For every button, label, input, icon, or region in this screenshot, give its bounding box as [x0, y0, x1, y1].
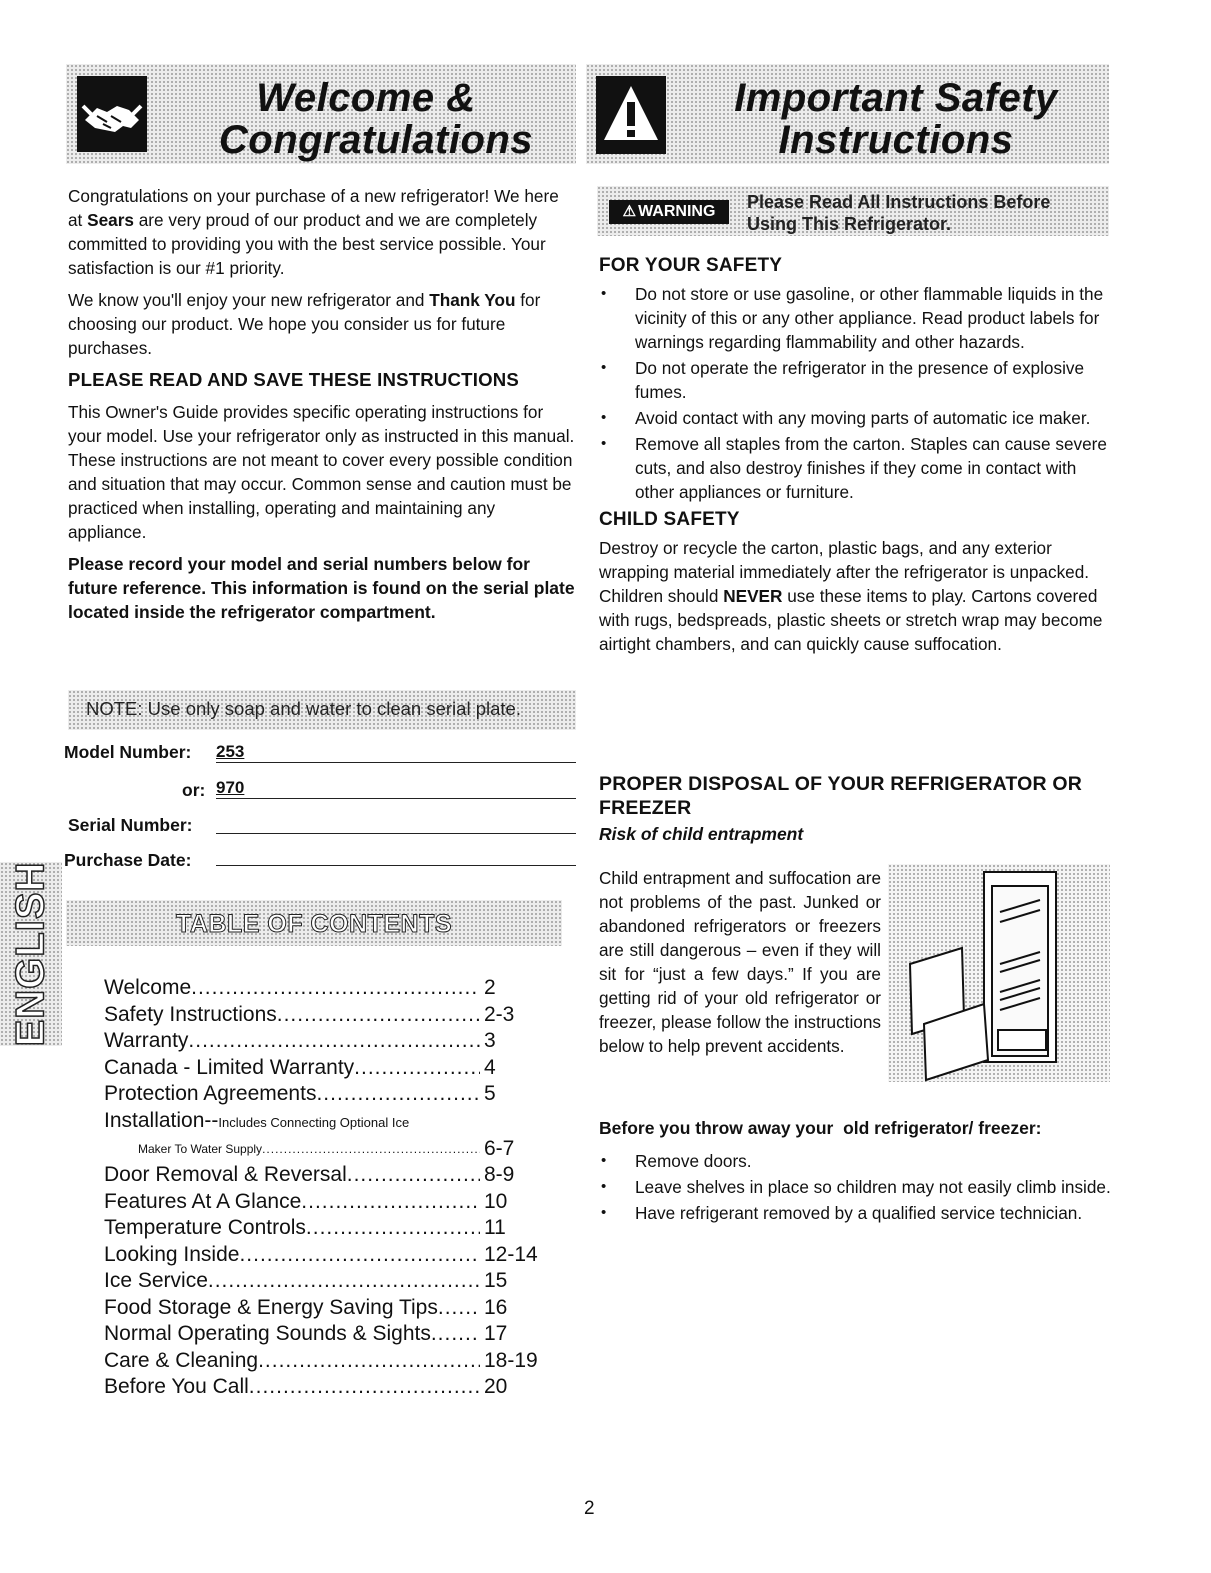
- disposal-subheading: Risk of child entrapment: [599, 824, 804, 844]
- model-number-value: 253: [216, 742, 245, 761]
- toc-item[interactable]: [104, 1295, 544, 1322]
- toc-dots: [347, 1162, 480, 1189]
- model-number-label: Model Number:: [64, 742, 192, 762]
- toc-item-label: Ice Service: [104, 1269, 208, 1292]
- toc-item[interactable]: [104, 1162, 544, 1189]
- warning-badge: [609, 200, 729, 224]
- toc-item[interactable]: [104, 1348, 544, 1375]
- or-label: or:: [182, 780, 206, 800]
- toc-item-installation-cont[interactable]: [104, 1136, 544, 1162]
- toc-item-page: 5: [484, 1082, 496, 1105]
- toc-item[interactable]: [104, 1081, 544, 1108]
- toc-item-label: Food Storage & Energy Saving Tips: [104, 1295, 438, 1319]
- child-safety-text: Destroy or recycle the carton, plastic bags, and any exterior wrapping material immediately after the refrigerator is unpacked. Children should: [599, 538, 1090, 606]
- bullet-item: • Have refrigerant removed by a qualified service technician.: [599, 1201, 1111, 1225]
- toc-dots: [438, 1295, 480, 1322]
- handshake-icon: [77, 76, 147, 152]
- note-bar: [68, 690, 576, 730]
- child-safety-body: [599, 536, 1111, 656]
- toc-dots: [239, 1242, 480, 1269]
- sears-bold: Sears: [87, 210, 134, 230]
- or-line: [216, 778, 576, 799]
- or-value: 970: [216, 778, 245, 797]
- toc-item-page: 2: [484, 976, 496, 999]
- toc-item-page: 2-3: [484, 1002, 515, 1026]
- toc-item-page: 16: [484, 1295, 508, 1319]
- toc-item-label: Care & Cleaning: [104, 1348, 259, 1372]
- toc-item-page: 8-9: [484, 1163, 515, 1186]
- toc-item[interactable]: [104, 1268, 544, 1295]
- disposal-heading: PROPER DISPOSAL OF YOUR REFRIGERATOR OR FREEZER: [599, 773, 1083, 819]
- record-instruction: Please record your model and serial numbers below for future reference. This information is found on the serial plate located inside the refrigerator compartment.: [68, 554, 575, 622]
- toc-item-label: Features At A Glance: [104, 1189, 302, 1213]
- thanks-paragraph: [68, 288, 576, 360]
- toc-item[interactable]: [104, 1189, 544, 1216]
- bullet-item: • Do not operate the refrigerator in the presence of explosive fumes.: [599, 356, 1111, 404]
- right-column: [599, 254, 1111, 656]
- serial-number-label: Serial Number:: [68, 815, 193, 835]
- refrigerator-illustration: [888, 864, 1110, 1082]
- welcome-banner: [66, 64, 576, 164]
- toc-heading: TABLE OF CONTENTS: [175, 910, 453, 938]
- page-number: 2: [584, 1498, 595, 1519]
- toc-list: [104, 975, 544, 1401]
- bullet-item: • Do not store or use gasoline, or other flammable liquids in the vicinity of this or any other appliance. Read product labels for warnings regarding flammability and other hazards.: [599, 282, 1111, 354]
- toc-item[interactable]: [104, 1242, 544, 1269]
- toc-item-label: Temperature Controls: [104, 1216, 306, 1239]
- read-save-body: This Owner's Guide provides specific operating instructions for your model. Use your refrigerator only as instructed in this manual. These instructions are not meant to cover every possible condition and situation that may occur. Common sense and caution must be practiced when installing, operating and maintaining any appliance.: [68, 402, 575, 542]
- bullet-item: • Remove all staples from the carton. Staples can cause severe cuts, and also destroy finishes if they come in contact with other appliances or furniture.: [599, 432, 1111, 504]
- purchase-date-line: [216, 845, 576, 866]
- toc-dots: [277, 1002, 480, 1029]
- thanks-text-2: for choosing our product. We hope you consider us for future purchases.: [68, 290, 541, 358]
- toc-dots: [249, 1374, 480, 1401]
- welcome-title-line1: Welcome &: [256, 76, 476, 120]
- toc-item-label: Canada - Limited Warranty: [104, 1055, 355, 1079]
- thank-you-bold: Thank You: [429, 290, 516, 310]
- disposal-body: Child entrapment and suffocation are not problems of the past. Junked or abandoned refrigerators or freezers are still dangerous – even if they will sit for “just a few days.” If you are getting rid of your old refrigerator or freezer, please follow the instructions below to help prevent accidents.: [599, 868, 881, 1056]
- model-number-line: [216, 742, 576, 763]
- left-column: [68, 184, 576, 624]
- toc-install-c: Maker To Water Supply: [138, 1142, 263, 1156]
- english-side-tab: [0, 862, 62, 1046]
- toc-dots: [191, 975, 480, 1002]
- toc-item-label: Normal Operating Sounds & Sights: [104, 1322, 431, 1345]
- toc-dots: [208, 1268, 480, 1295]
- serial-number-line: [216, 813, 576, 834]
- toc-header-bar: [66, 900, 562, 946]
- toc-item[interactable]: [104, 1215, 544, 1242]
- toc-install-label: [104, 1108, 409, 1137]
- toc-dots: [431, 1321, 480, 1348]
- bullet-item: • Remove doors.: [599, 1149, 1111, 1173]
- bullet-item: • Leave shelves in place so children may not easily climb inside.: [599, 1175, 1111, 1199]
- toc-item[interactable]: [104, 1055, 544, 1082]
- toc-item-page: 10: [484, 1189, 508, 1213]
- warning-badge-text: WARNING: [638, 203, 716, 220]
- toc-dots: [188, 1028, 480, 1055]
- toc-item-label: Welcome: [104, 976, 192, 999]
- toc-item-label: Door Removal & Reversal: [104, 1163, 347, 1186]
- child-safety-text-2: use these items to play. Cartons covered with rugs, bedspreads, plastic sheets or stretch wrap may become airtight chambers, and can quickly cause suffocation.: [599, 586, 1103, 654]
- toc-item-page: 3: [484, 1029, 496, 1052]
- english-tab-label: ENGLISH: [8, 861, 53, 1047]
- toc-item-page: 18-19: [484, 1348, 538, 1372]
- intro-text-2: are very proud of our product and we are completely committed to providing you with the best service possible. Your satisfaction is our #1 priority.: [68, 210, 546, 278]
- toc-item-page: 20: [484, 1375, 508, 1398]
- thanks-text: We know you'll enjoy your new refrigerator and: [68, 290, 430, 310]
- warning-badge-icon: ⚠: [622, 203, 637, 220]
- toc-dots: [258, 1348, 480, 1375]
- toc-dots: [306, 1215, 480, 1242]
- your-safety-heading: FOR YOUR SAFETY: [599, 255, 783, 276]
- disposal-bullets-wrap: [599, 1149, 1111, 1227]
- toc-install-a: Installation--: [104, 1108, 219, 1132]
- toc-item-label: Safety Instructions: [104, 1002, 277, 1026]
- toc-item-page: 11: [484, 1216, 506, 1239]
- child-safety-heading: CHILD SAFETY: [599, 509, 740, 530]
- disposal-bullet-list: [599, 1149, 1111, 1225]
- warning-triangle-icon: [596, 76, 666, 154]
- purchase-date-label: Purchase Date:: [64, 850, 192, 870]
- toc-dots: [262, 1136, 480, 1162]
- disposal-section: [599, 772, 1111, 852]
- toc-dots: [301, 1189, 480, 1216]
- safety-bullet-list: [599, 282, 1111, 504]
- toc-item-label: Before You Call: [104, 1375, 249, 1398]
- intro-text: Congratulations on your purchase of a new refrigerator! We here at: [68, 186, 559, 230]
- toc-item-installation[interactable]: [104, 1108, 544, 1137]
- before-throw-away: Before you throw away your old refrigerator/ freezer:: [599, 1118, 1042, 1138]
- toc-item[interactable]: [104, 1374, 544, 1401]
- toc-item[interactable]: [104, 1028, 544, 1055]
- warning-line1: Please Read All Instructions Before: [747, 192, 1051, 212]
- note-text: NOTE: Use only soap and water to clean serial plate.: [86, 698, 521, 719]
- toc-item[interactable]: [104, 1002, 544, 1029]
- warning-line2: Using This Refrigerator.: [747, 214, 952, 234]
- toc-item-page: 15: [484, 1269, 508, 1292]
- toc-install-page: 6-7: [484, 1137, 515, 1160]
- bullet-item: • Avoid contact with any moving parts of automatic ice maker.: [599, 406, 1111, 430]
- toc-item-label: Protection Agreements: [104, 1082, 317, 1105]
- toc-dots: [354, 1055, 480, 1082]
- toc-item[interactable]: [104, 1321, 544, 1348]
- toc-item[interactable]: [104, 975, 544, 1002]
- toc-install-b: Includes Connecting Optional Ice: [218, 1114, 410, 1130]
- safety-title-line1: Important Safety: [734, 76, 1058, 120]
- safety-title-line2: Instructions: [778, 118, 1014, 162]
- toc-item-label: Looking Inside: [104, 1242, 240, 1266]
- toc-item-page: 12-14: [484, 1242, 538, 1266]
- toc-item-label: Warranty: [104, 1029, 189, 1052]
- toc-dots: [316, 1081, 480, 1108]
- toc-item-page: 17: [484, 1322, 508, 1345]
- welcome-title-line2: Congratulations: [218, 118, 534, 162]
- never-bold: NEVER: [723, 586, 783, 606]
- safety-banner: [586, 64, 1109, 164]
- warning-bar: [597, 186, 1109, 236]
- intro-paragraph: [68, 184, 576, 280]
- read-save-heading: PLEASE READ AND SAVE THESE INSTRUCTIONS: [68, 369, 519, 390]
- toc-item-page: 4: [484, 1055, 496, 1079]
